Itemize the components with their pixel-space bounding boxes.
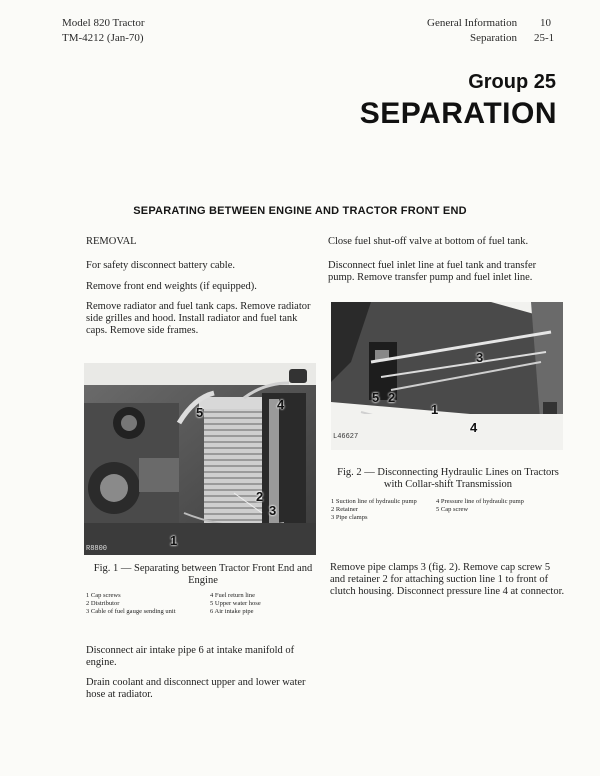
left-paragraph-3: Remove radiator and fuel tank caps. Remove radiator side grilles and hood. Install radiator and fuel tank caps. Remove side frames. <box>86 301 311 336</box>
page-title: SEPARATION <box>359 97 557 130</box>
fig1-callout-3: 3 <box>269 503 277 518</box>
fig2-callout-4: 4 <box>470 420 478 435</box>
legend-item: 5 Cap screw <box>436 506 469 513</box>
figure-1-caption: Fig. 1 — Separating between Tractor Front End and Engine <box>93 563 313 586</box>
figure-1-photo <box>84 363 316 555</box>
figure-1-legend-right <box>210 592 320 616</box>
left-paragraph-5: Drain coolant and disconnect upper and lower water hose at radiator. <box>86 677 306 700</box>
header-section-label: General Information <box>427 17 518 29</box>
figure-2-caption: Fig. 2 — Disconnecting Hydraulic Lines on Tractors with Collar-shift Transmission <box>337 467 559 490</box>
figure-1-illustration <box>84 363 316 555</box>
right-paragraph-1: Close fuel shut-off valve at bottom of fuel tank. <box>328 236 529 247</box>
header-page-number: 25-1 <box>534 32 555 44</box>
legend-item: 1 Suction line of hydraulic pump <box>331 498 417 505</box>
figure-2-legend-right <box>436 498 532 514</box>
legend-item: 4 Pressure line of hydraulic pump <box>436 498 524 505</box>
removal-heading: REMOVAL <box>86 236 137 247</box>
header-model: Model 820 Tractor <box>62 17 145 29</box>
fig2-callout-1: 1 <box>431 402 439 417</box>
legend-item: 5 Upper water hose <box>210 600 261 607</box>
figure-2-photo <box>331 302 563 450</box>
legend-item: 4 Fuel return line <box>210 592 255 599</box>
header-tm-number: TM-4212 (Jan-70) <box>62 32 144 44</box>
legend-item: 2 Distributor <box>86 600 120 607</box>
legend-item: 3 Pipe clamps <box>331 514 368 521</box>
fig1-callout-4: 4 <box>277 397 285 412</box>
section-subheading: SEPARATING BETWEEN ENGINE AND TRACTOR FRONT END <box>133 205 467 217</box>
legend-item: 2 Retainer <box>331 506 358 513</box>
figure-1-legend-left <box>86 592 196 616</box>
legend-item: 3 Cable of fuel gauge sending unit <box>86 608 176 615</box>
fig1-callout-5: 5 <box>196 405 204 420</box>
left-paragraph-1: For safety disconnect battery cable. <box>86 260 235 271</box>
fig2-photo-code: L46627 <box>333 433 359 441</box>
fig2-callout-5: 5 <box>372 390 380 405</box>
right-paragraph-2: Disconnect fuel inlet line at fuel tank and transfer pump. Remove transfer pump and fuel inlet line. <box>328 260 537 283</box>
fig1-photo-code: R8800 <box>86 545 108 553</box>
legend-item: 6 Air intake pipe <box>210 608 254 615</box>
right-paragraph-3: Remove pipe clamps 3 (fig. 2). Remove cap screw 5 and retainer 2 for attaching suction line 1 to front of clutch housing. Disconnect pressure line 4 at connector. <box>330 562 565 597</box>
fig2-callout-3: 3 <box>476 350 484 365</box>
figure-2-illustration <box>331 302 563 450</box>
left-paragraph-2: Remove front end weights (if equipped). <box>86 281 257 292</box>
figure-2-legend-left <box>331 498 431 522</box>
header-group-label: Separation <box>470 32 518 44</box>
legend-item: 1 Cap screws <box>86 592 121 599</box>
fig1-callout-2: 2 <box>256 489 264 504</box>
group-label: Group 25 <box>468 71 556 93</box>
left-paragraph-4: Disconnect air intake pipe 6 at intake manifold of engine. <box>86 645 295 668</box>
header-section-number: 10 <box>540 17 551 29</box>
fig1-callout-1: 1 <box>170 533 178 548</box>
fig2-callout-2: 2 <box>388 390 396 405</box>
